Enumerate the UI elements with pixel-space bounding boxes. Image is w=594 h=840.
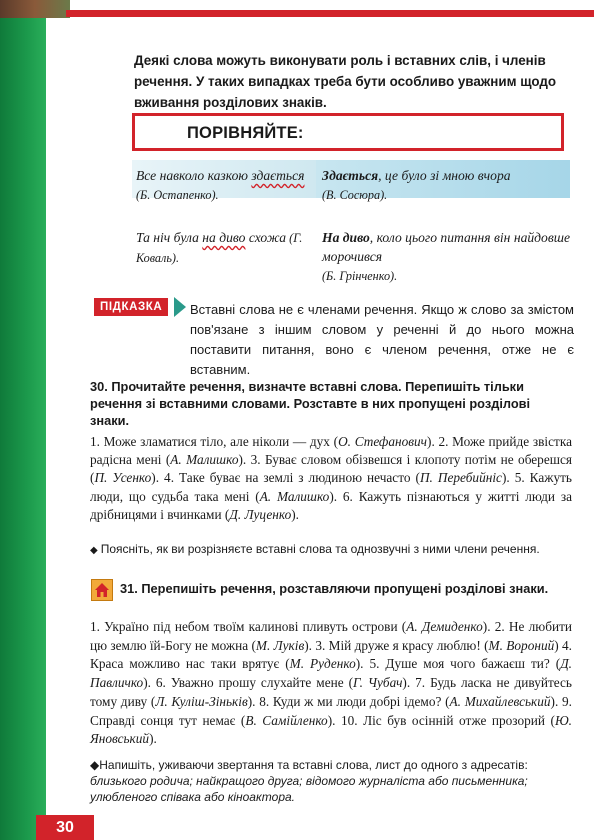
diamond-bullet-icon: ◆ bbox=[90, 545, 98, 556]
exercise-30-title: 30. Прочитайте речення, визначте вставні слова. Перепишіть тільки речення зі вставними словами. Розставте в них пропущені розділові знаки. bbox=[90, 379, 531, 428]
house-icon bbox=[91, 579, 113, 601]
compare-heading-box bbox=[132, 113, 564, 151]
exercise-31-title: 31. Перепишіть речення, розставляючи пропущені розділові знаки. bbox=[120, 581, 549, 596]
exercise-30-body: 1. Може зламатися тіло, але ніколи — дух (О. Стефанович). 2. Може прийде звістка радісна мені (А. Малишко). 3. Буває словом обізвешся і клопоту потім не оберешся (П. Усенко). 4. Таке буває на землі з людиною нечасто (П. Перебийніс). 5. Кажуть люди, що судьба така мені (А. Малишко). 6. Кажуть пізнаються у житті люди за дрібницями і вчинками (Д. Луценко). bbox=[90, 434, 573, 522]
page-number: 30 bbox=[36, 815, 94, 840]
left-margin-bar bbox=[0, 0, 46, 840]
compare-example-left-1: Все навколо казкою здається (Б. Остапенко). bbox=[136, 168, 305, 202]
exercise-31-body: 1. Україно під небом твоїм калинові пливуть острови (А. Демиденко). 2. Не любити цю землю їй-Богу не можна (М. Луків). 3. Мій друже я красу люблю! (М. Вороний) 4. Краса можливо нас таки врятує (М. Руденко). 5. Душе моя чого бажаєш ти? (Д. Павличко). 6. Уважно прошу слухайте мене (Г. Чубач). 7. Будь ласка не дивуйтесь тому диву (Л. Куліш-Зіньків). 8. Куди ж ми люди добрі ідемо? (А. Михайлевський). 9. Справді сонця тут немає (В. Самійленко). 10. Ліс був осінній отже прозорий (Ю. Яновський). bbox=[90, 619, 572, 747]
diamond-bullet-icon: ◆ bbox=[90, 758, 100, 772]
exercise-30-note: ◆ Поясніть, як ви розрізняєте вставні слова та однозвучні з ними члени речення. bbox=[90, 542, 540, 556]
compare-example-right-2: На диво, коло цього питання він найдовше морочився (Б. Грінченко). bbox=[322, 230, 571, 283]
intro-paragraph: Деякі слова можуть виконувати роль і вставних слів, і членів речення. У таких випадках треба бути особливо уважним щодо вживання розділових знаків. bbox=[134, 53, 557, 110]
exercise-31-note: ◆Напишіть, уживаючи звертання та вставні слова, лист до одного з адресатів: близького родича; найкращого друга; відомого журналіста або письменника; улюбленого співака або кіноактора. bbox=[90, 758, 528, 804]
compare-example-left-2: Та ніч була на диво схожа (Г. Коваль). bbox=[136, 230, 303, 265]
compare-title: ПОРІВНЯЙТЕ: bbox=[187, 124, 304, 142]
hint-arrow-icon bbox=[174, 297, 186, 317]
hint-text: Вставні слова не є членами речення. Якщо ж слово за змістом пов'язане з іншим словом у реченні й до нього можна поставити питання, воно є членом речення, отже не є вставним. bbox=[190, 302, 574, 377]
hint-label: ПІДКАЗКА bbox=[94, 298, 168, 316]
compare-example-right-1: Здається, це було зі мною вчора (В. Сосюра). bbox=[322, 168, 511, 202]
top-red-rule bbox=[66, 10, 594, 17]
corner-image bbox=[0, 0, 70, 18]
